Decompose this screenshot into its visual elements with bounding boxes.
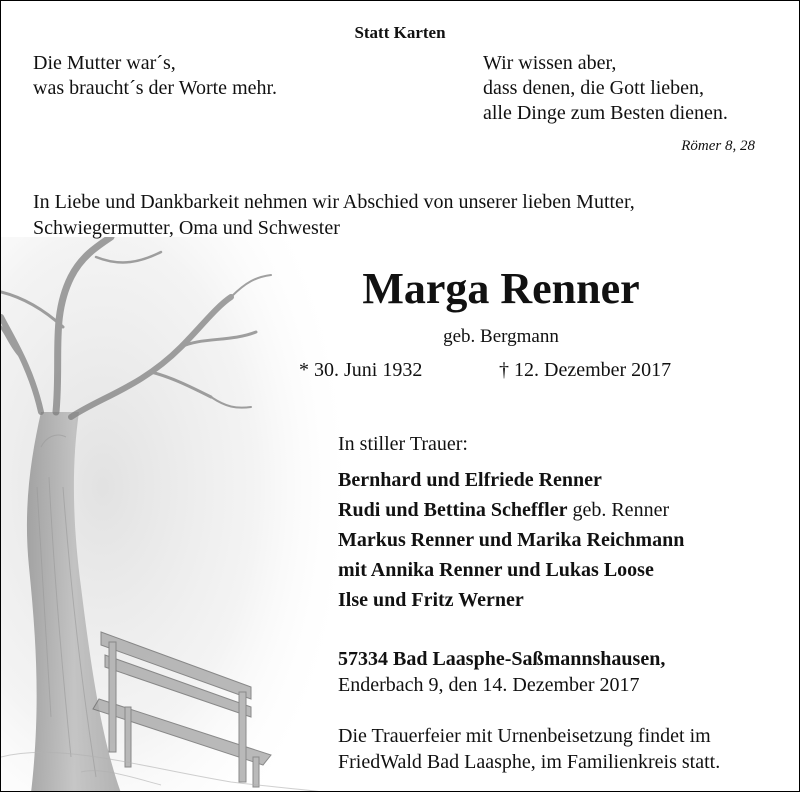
address-place: 57334 Bad Laasphe-Saßmannshausen, xyxy=(338,648,666,670)
maiden-name: geb. Bergmann xyxy=(443,326,559,347)
ceremony-line: Die Trauerfeier mit Urnenbeisetzung findet im xyxy=(338,725,711,747)
mourners-list xyxy=(338,465,684,615)
mourner-names: Bernhard und Elfriede Renner xyxy=(338,469,602,491)
quote-line: dass denen, die Gott lieben, xyxy=(483,77,705,99)
birth-date: * 30. Juni 1932 xyxy=(299,359,423,381)
quote-line: Wir wissen aber, xyxy=(483,52,617,74)
header-title: Statt Karten xyxy=(354,23,446,42)
quote-left xyxy=(33,51,277,101)
mourner-note: geb. Renner xyxy=(567,499,670,521)
mourner-family xyxy=(338,585,684,615)
quote-right xyxy=(483,51,728,126)
address-block xyxy=(338,646,665,698)
death-date: † 12. Dezember 2017 xyxy=(499,359,672,381)
mourner-names: Ilse und Fritz Werner xyxy=(338,589,524,611)
intro-text xyxy=(33,189,773,241)
bible-reference: Römer 8, 28 xyxy=(681,138,755,154)
quote-line: was braucht´s der Worte mehr. xyxy=(33,77,278,99)
quote-line: Die Mutter war´s, xyxy=(33,52,176,74)
mourner-family xyxy=(338,555,684,585)
mourner-names: Rudi und Bettina Scheffler xyxy=(338,499,568,521)
mourner-names: Markus Renner und Marika Reichmann xyxy=(338,529,685,551)
mourner-family xyxy=(338,525,684,555)
tree-bench-illustration xyxy=(1,237,341,792)
mourner-family xyxy=(338,495,684,525)
ceremony-info xyxy=(338,723,720,775)
intro-line: Schwiegermutter, Oma und Schwester xyxy=(33,217,340,239)
address-line: Enderbach 9, den 14. Dezember 2017 xyxy=(338,674,640,696)
deceased-name: Marga Renner xyxy=(362,264,640,313)
intro-line: In Liebe und Dankbarkeit nehmen wir Abschied von unserer lieben Mutter, xyxy=(33,191,635,213)
mourning-label: In stiller Trauer: xyxy=(338,433,468,455)
mourner-names: mit Annika Renner und Lukas Loose xyxy=(338,559,654,581)
ceremony-line: FriedWald Bad Laasphe, im Familienkreis statt. xyxy=(338,751,721,773)
mourner-family xyxy=(338,465,684,495)
quote-line: alle Dinge zum Besten dienen. xyxy=(483,102,728,124)
